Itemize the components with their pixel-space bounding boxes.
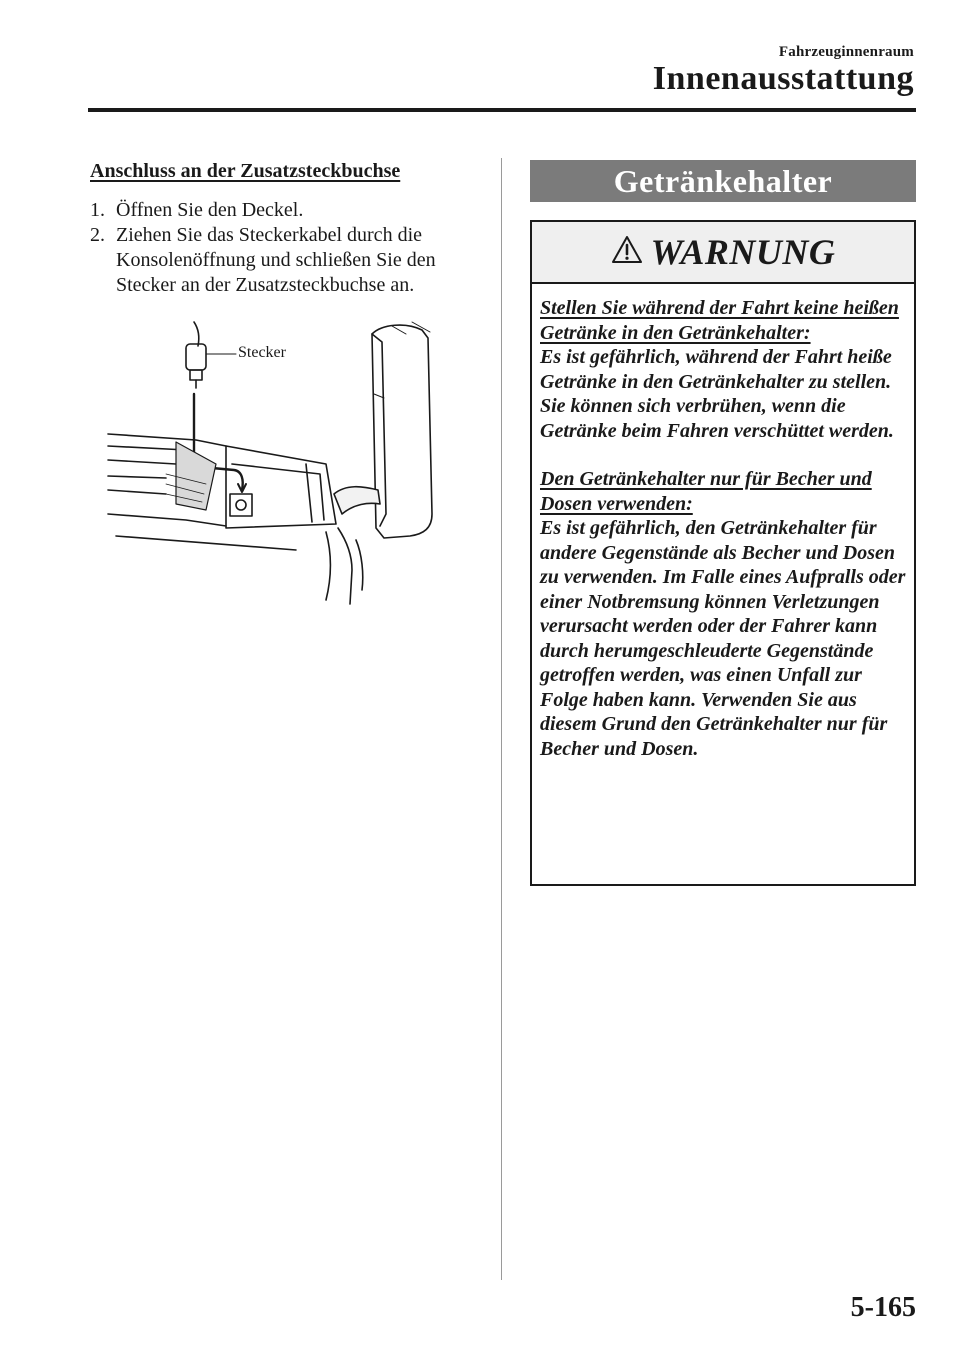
- console-line-drawing: [106, 314, 476, 610]
- warning-text-hot-drinks: Es ist gefährlich, während der Fahrt heiße Getränke in den Getränkehalter zu stellen. Sie können sich verbrühen, wenn die Getränke beim Fahren verschüttet werden.: [540, 346, 894, 442]
- header-chapter: Fahrzeuginnenraum: [778, 44, 914, 60]
- section-banner: Getränkehalter: [530, 160, 916, 202]
- warning-body: [532, 284, 914, 761]
- warning-header: [532, 222, 914, 284]
- column-divider: [501, 158, 502, 1280]
- warning-box: [530, 220, 916, 886]
- warning-text-cups-cans: Es ist gefährlich, den Getränkehalter für andere Gegenstände als Becher und Dosen zu verwenden. Im Falle eines Aufpralls oder einer Notbremsung können Verletzungen verursacht werden oder der Fahrer kann durch herumgeschleuderte Gegenstände getroffen werden, was einen Unfall zur Folge haben kann. Verwenden Sie aus diesem Grund den Getränkehalter nur für Becher und Dosen.: [540, 517, 906, 760]
- step-1-text: Öffnen Sie den Deckel.: [116, 199, 304, 221]
- warning-title: WARNUNG: [650, 232, 836, 272]
- step-2-text: Ziehen Sie das Steckerkabel durch die Konsolenöffnung und schließen Sie den Stecker an der Zusatzsteckbuchse an.: [116, 224, 436, 296]
- step-1-number: 1.: [90, 199, 105, 221]
- console-illustration: [106, 314, 476, 610]
- figure-callout-plug: Stecker: [238, 344, 286, 361]
- step-2-number: 2.: [90, 224, 105, 246]
- step-1: [90, 198, 490, 223]
- header-rule: [88, 108, 916, 112]
- steps-list: [90, 198, 490, 298]
- header-section-title: Innenausstattung: [652, 60, 914, 97]
- sub-heading: Anschluss an der Zusatzsteckbuchse: [90, 160, 401, 182]
- warning-spacer: [540, 443, 906, 467]
- page-number: 5-165: [850, 1292, 916, 1323]
- warning-lead-cups-cans: Den Getränkehalter nur für Becher und Dosen verwenden:: [540, 468, 872, 515]
- warning-triangle-icon: [611, 235, 643, 270]
- step-2: [90, 223, 490, 298]
- warning-lead-hot-drinks: Stellen Sie während der Fahrt keine heißen Getränke in den Getränkehalter:: [540, 297, 899, 344]
